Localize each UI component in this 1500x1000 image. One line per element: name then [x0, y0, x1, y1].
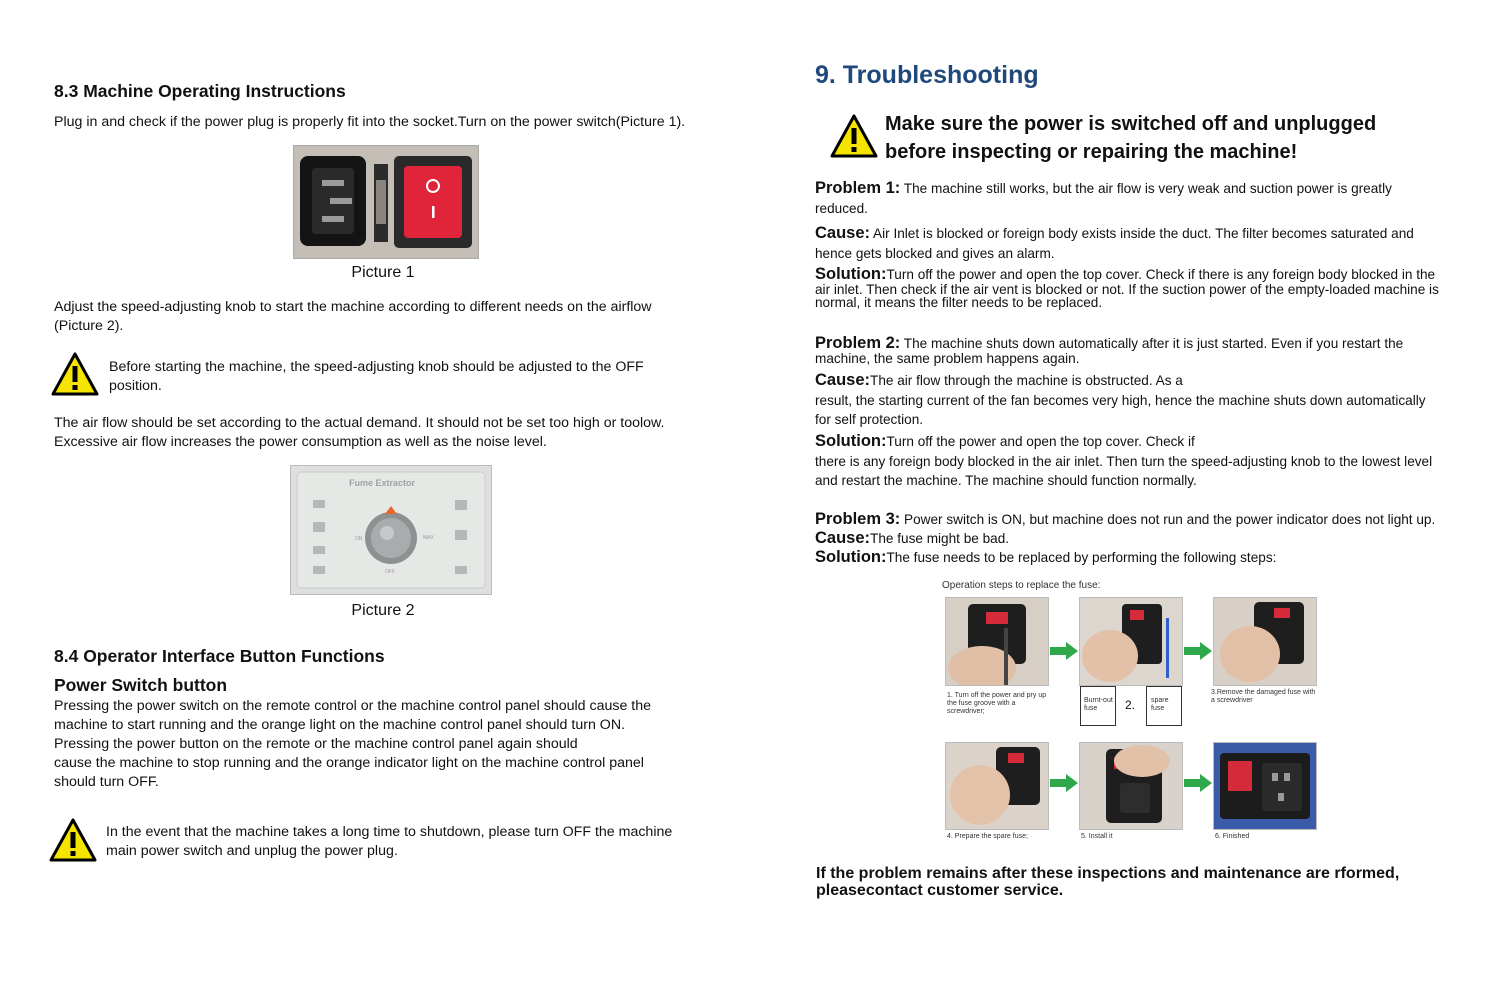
step-3-caption: 3.Remove the damaged fuse with a screwdriver [1211, 689, 1316, 704]
problem-2-label: Problem 2: [815, 334, 901, 352]
fuse-replacement-figure [938, 578, 1330, 850]
problem-2-text: The machine shuts down automatically after it is just started. Even if you restart the [900, 336, 1404, 351]
picture-1-caption: Picture 1 [351, 264, 415, 281]
sec83-paragraph-2-line-2: (Picture 2). [54, 318, 124, 334]
step-2-number: 2. [1125, 698, 1136, 712]
cause-1-line-2: hence gets blocked and gives an alarm. [815, 246, 1055, 261]
knob-on-label: ON [355, 536, 363, 542]
picture-1-power-socket [293, 145, 479, 259]
solution-1-line-1 [815, 265, 1436, 283]
power-switch-line-1: Pressing the power switch on the remote control or the machine control panel should cause the [54, 698, 651, 714]
step-3-photo [1213, 597, 1317, 686]
cause-2-line-3: for self protection. [815, 412, 924, 427]
solution-3-text: The fuse needs to be replaced by performing the following steps: [886, 550, 1277, 565]
cause-1-label: Cause: [815, 224, 871, 242]
sec83-paragraph-1: Plug in and check if the power plug is properly fit into the socket.Turn on the power switch(Picture 1). [54, 114, 686, 130]
safety-warning-line-2: before inspecting or repairing the machine! [885, 141, 1298, 163]
solution-3-label: Solution: [815, 548, 887, 566]
step-1-photo [945, 597, 1049, 686]
problem-1-label: Problem 1: [815, 179, 901, 197]
knob-max-label: MAX [423, 535, 434, 541]
power-switch-line-2: machine to start running and the orange light on the machine control panel should turn ON. [54, 717, 626, 733]
solution-2-line-3: and restart the machine. The machine should function normally. [815, 473, 1197, 488]
troubleshooting-title: 9. Troubleshooting [815, 61, 1039, 89]
warning-2-line-1: In the event that the machine takes a long time to shutdown, please turn OFF the machine [106, 824, 673, 840]
warning-1-line-1: Before starting the machine, the speed-adjusting knob should be adjusted to the OFF [109, 359, 644, 375]
cause-1-text: Air Inlet is blocked or foreign body exists inside the duct. The filter becomes saturated and [870, 226, 1414, 241]
solution-1-line-3: normal, it means the filter needs to be replaced. [815, 295, 1103, 310]
cause-2-label: Cause: [815, 371, 871, 389]
warning-triangle-icon [830, 114, 878, 158]
power-switch-title: Power Switch button [54, 675, 228, 695]
panel-label: Fume Extractor [349, 478, 416, 488]
power-switch-line-3: Pressing the power button on the remote or the machine control panel again should [54, 736, 578, 752]
solution-2-line-1 [815, 432, 1195, 451]
problem-2-line-1 [815, 334, 1404, 352]
section-8-3-title: 8.3 Machine Operating Instructions [54, 81, 346, 101]
step-6-photo [1213, 742, 1317, 830]
cause-3-text: The fuse might be bad. [870, 531, 1010, 546]
burnt-fuse-label: Burnt-out fuse [1084, 697, 1113, 712]
cause-3-label: Cause: [815, 529, 871, 547]
spare-fuse-label: spare fuse [1151, 697, 1169, 712]
step-1-caption: 1. Turn off the power and pry up the fuse groove with a screwdriver; [947, 692, 1047, 715]
problem-1-line-2: reduced. [815, 201, 868, 216]
sec83-paragraph-3-line-2: Excessive air flow increases the power consumption as well as the noise level. [54, 434, 547, 450]
step-5-caption: 5. Install it [1081, 833, 1113, 840]
sec83-paragraph-2-line-1: Adjust the speed-adjusting knob to start the machine according to different needs on the airflow [54, 299, 652, 315]
problem-3-line [815, 510, 1435, 529]
power-switch-line-4: cause the machine to stop running and the orange indicator light on the machine control panel [54, 755, 644, 771]
final-note-line-2: pleasecontact customer service. [816, 882, 1064, 899]
section-8-4-title: 8.4 Operator Interface Button Functions [54, 646, 385, 666]
cause-3-line [815, 529, 1009, 548]
warning-triangle-icon [51, 352, 99, 396]
problem-2-line-2: machine, the same problem happens again. [815, 351, 1080, 366]
problem-3-text: Power switch is ON, but machine does not run and the power indicator does not light up. [900, 512, 1436, 527]
solution-3-line [815, 548, 1276, 567]
knob-off-label: OFF [385, 569, 395, 575]
solution-2-text: Turn off the power and open the top cover. Check if [886, 434, 1195, 449]
solution-1-line-2: air inlet. Then check if the air vent is blocked or not. If the suction power of the empty-loaded machine is [815, 282, 1439, 297]
solution-2-label: Solution: [815, 432, 887, 450]
final-note-line-1: If the problem remains after these inspections and maintenance are rformed, [816, 865, 1400, 882]
solution-1-text: Turn off the power and open the top cover. Check if there is any foreign body blocked in the [886, 267, 1436, 282]
warning-triangle-icon [49, 818, 97, 862]
safety-warning-line-1: Make sure the power is switched off and unplugged [885, 113, 1377, 135]
solution-2-line-2: there is any foreign body blocked in the air inlet. Then turn the speed-adjusting knob to the lowest level [815, 454, 1433, 469]
cause-1-line-1 [815, 224, 1414, 243]
problem-3-label: Problem 3: [815, 510, 901, 528]
cause-2-line-2: result, the starting current of the fan becomes very high, hence the machine shuts down automatically [815, 393, 1426, 408]
step-2-photo [1079, 597, 1183, 686]
warning-1-line-2: position. [109, 378, 162, 394]
problem-1-line-1 [815, 179, 1392, 198]
solution-1-label: Solution: [815, 265, 887, 283]
picture-2-control-panel [290, 465, 492, 595]
warning-2-line-2: main power switch and unplug the power plug. [106, 843, 398, 859]
cause-2-line-1 [815, 371, 1183, 390]
problem-1-text: The machine still works, but the air flow is very weak and suction power is greatly [900, 181, 1392, 196]
picture-2-caption: Picture 2 [351, 602, 415, 619]
step-4-photo [945, 742, 1049, 830]
cause-2-text: The air flow through the machine is obstructed. As a [870, 373, 1183, 388]
step-6-caption: 6. Finished [1215, 833, 1250, 840]
spare-fuse-box [1146, 686, 1182, 726]
step-5-photo [1079, 742, 1183, 830]
sec83-paragraph-3-line-1: The air flow should be set according to the actual demand. It should not be set too high or toolow. [54, 415, 665, 431]
burnt-fuse-box [1080, 686, 1116, 726]
power-switch-line-5: should turn OFF. [54, 774, 159, 790]
fuse-figure-title: Operation steps to replace the fuse: [942, 580, 1101, 591]
step-4-caption: 4. Prepare the spare fuse; [947, 833, 1028, 840]
